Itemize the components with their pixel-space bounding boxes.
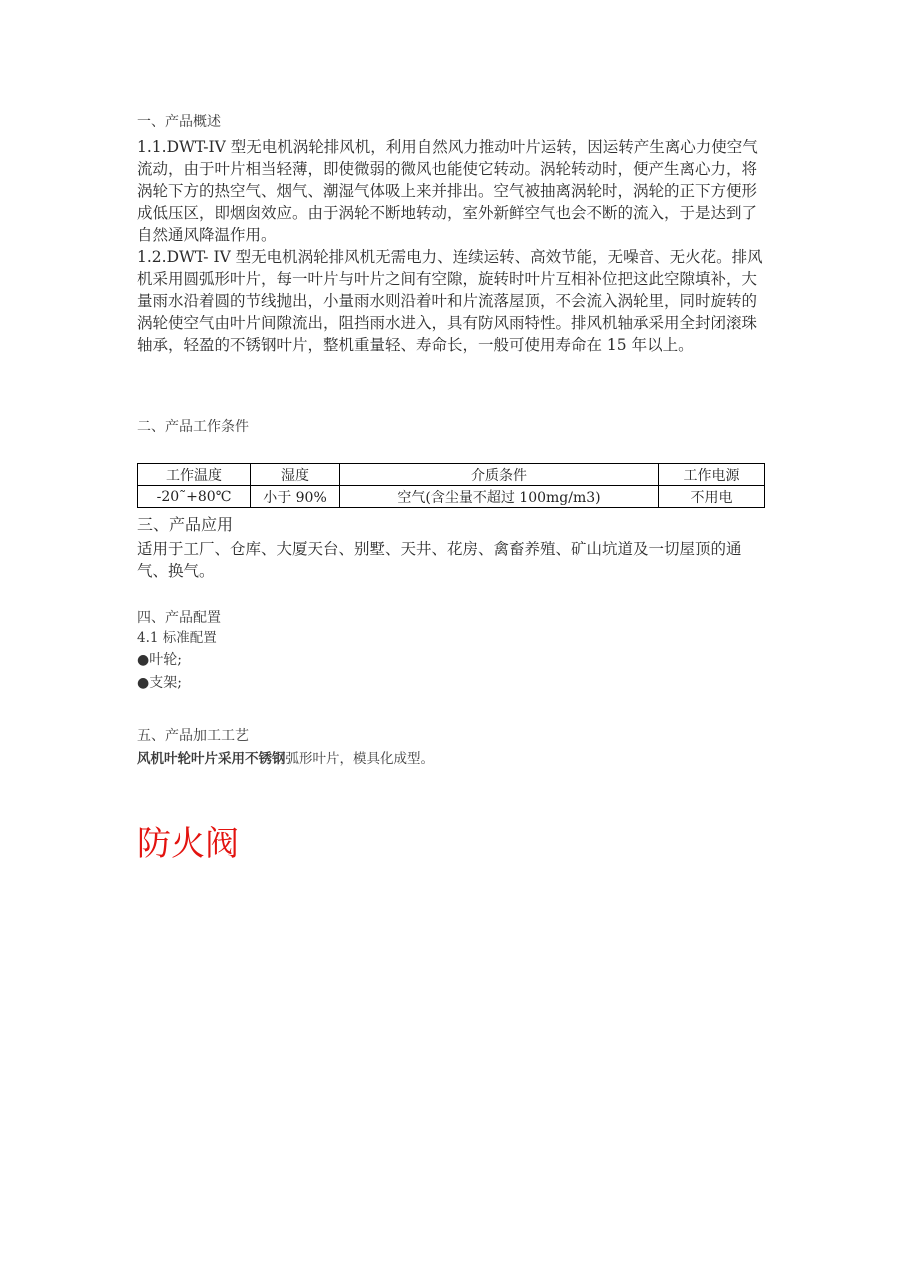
list-item: ●支架; bbox=[137, 675, 182, 691]
table-header-cell: 介质条件 bbox=[340, 464, 659, 486]
application-text: 适用于工厂、仓库、大厦天台、别墅、天井、花房、禽畜养殖、矿山坑道及一切屋顶的通气、换气。 bbox=[137, 540, 742, 580]
configuration-section bbox=[137, 608, 767, 695]
working-conditions-table bbox=[137, 463, 765, 508]
table-header-cell: 工作电源 bbox=[659, 464, 765, 486]
table-cell: 小于 90% bbox=[251, 486, 340, 508]
conditions-section bbox=[137, 417, 767, 437]
process-heading: 五、产品加工工艺 bbox=[137, 728, 249, 744]
configuration-heading: 四、产品配置 bbox=[137, 610, 221, 626]
table-cell: -20˜+80℃ bbox=[138, 486, 251, 508]
table-cell: 不用电 bbox=[659, 486, 765, 508]
table-header-cell: 工作温度 bbox=[138, 464, 251, 486]
overview-heading: 一、产品概述 bbox=[137, 114, 221, 130]
configuration-subheading: 4.1 标准配置 bbox=[137, 630, 217, 646]
process-text bbox=[137, 749, 767, 770]
application-heading: 三、产品应用 bbox=[137, 515, 234, 534]
overview-paragraph-1: 1.1.DWT-IV 型无电机涡轮排风机，利用自然风力推动叶片运转，因运转产生离心力使空气流动，由于叶片相当轻薄，即使微弱的微风也能使它转动。涡轮转动时，便产生离心力，将涡轮下方的热空气、烟气、潮湿气体吸上来并排出。空气被抽离涡轮时，涡轮的正下方便形成低压区，即烟囱效应。由于涡轮不断地转动，室外新鲜空气也会不断的流入，于是达到了自然通风降温作用。 bbox=[137, 138, 758, 244]
application-section bbox=[137, 514, 767, 582]
table-row bbox=[138, 486, 765, 508]
table-header-row bbox=[138, 464, 765, 486]
conditions-heading: 二、产品工作条件 bbox=[137, 419, 249, 435]
overview-paragraph-2: 1.2.DWT- IV 型无电机涡轮排风机无需电力、连续运转、高效节能，无噪音、无火花。排风机采用圆弧形叶片，每一叶片与叶片之间有空隙，旋转时叶片互相补位把这此空隙填补，大量雨水沿着圆的节线抛出，小量雨水则沿着叶和片流落屋顶，不会流入涡轮里，同时旋转的涡轮使空气由叶片间隙流出，阻挡雨水进入，具有防风雨特性。排风机轴承采用全封闭滚珠轴承，轻盈的不锈钢叶片，整机重量轻、寿命长，一般可使用寿命在 15 年以上。 bbox=[137, 248, 763, 354]
process-section bbox=[137, 726, 767, 770]
list-item: ●叶轮; bbox=[137, 652, 182, 668]
overview-section bbox=[137, 112, 767, 356]
table-cell: 空气(含尘量不超过 100mg/m3) bbox=[340, 486, 659, 508]
process-text-rest: 弧形叶片，模具化成型。 bbox=[285, 751, 434, 767]
process-text-bold: 风机叶轮叶片采用不锈钢 bbox=[137, 751, 286, 767]
next-section-title: 防火阀 bbox=[137, 824, 239, 864]
table-header-cell: 湿度 bbox=[251, 464, 340, 486]
